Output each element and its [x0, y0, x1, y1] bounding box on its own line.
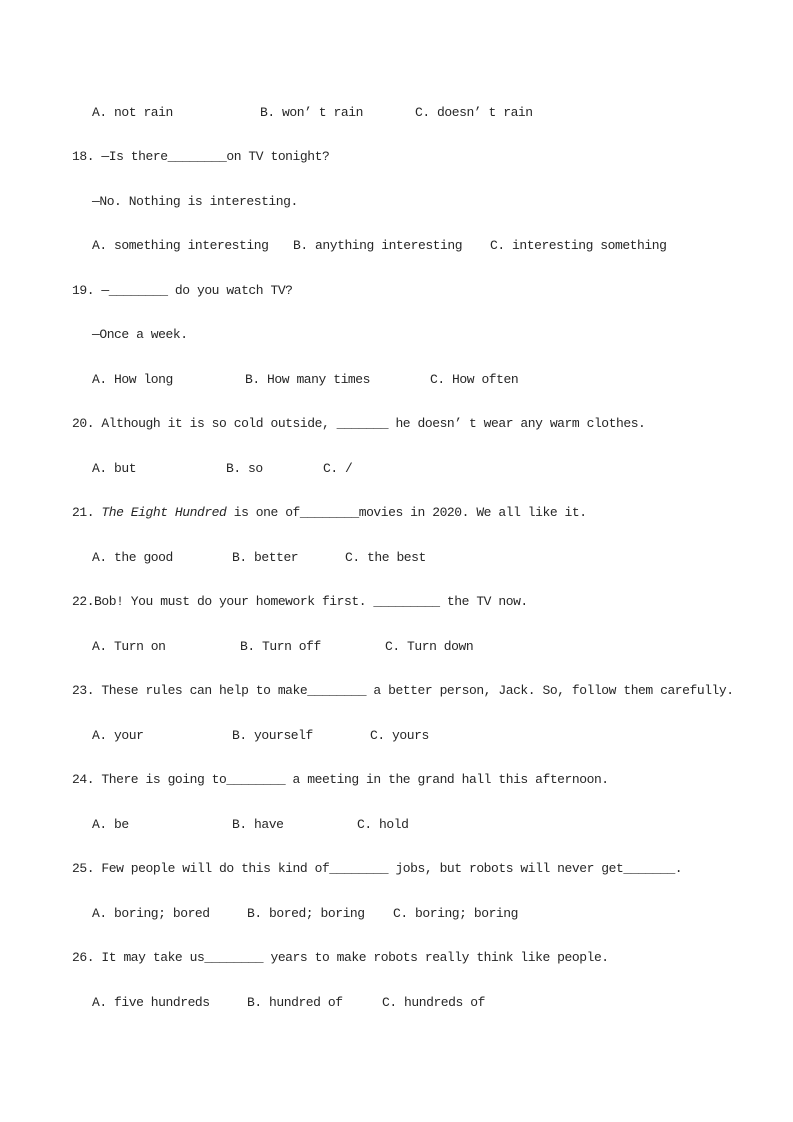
answer-option: A. boring; bored	[92, 905, 210, 921]
answer-option: A. your	[92, 727, 144, 743]
q23-options	[72, 713, 773, 758]
answer-option: A. be	[92, 816, 129, 832]
answer-option: A. something interesting	[92, 238, 269, 254]
answer-option: A. but	[92, 460, 137, 476]
text-segment: 24. There is going to________ a meeting in the grand hall this afternoon.	[72, 772, 609, 788]
q21-question	[72, 491, 773, 536]
q18-options	[72, 224, 773, 269]
answer-option: C. yours	[370, 727, 429, 743]
answer-option: B. anything interesting	[293, 238, 463, 254]
q18-reply	[72, 179, 773, 224]
q17-options	[72, 90, 773, 135]
text-segment: 22.Bob! You must do your homework first. _________ the TV now.	[72, 594, 528, 610]
q18-question	[72, 135, 773, 180]
q21-options	[72, 535, 773, 580]
text-segment: —No. Nothing is interesting.	[92, 193, 298, 209]
answer-option: C. How often	[430, 371, 519, 387]
text-segment: 21.	[72, 505, 102, 521]
q24-options	[72, 802, 773, 847]
q19-reply	[72, 313, 773, 358]
q19-question	[72, 268, 773, 313]
answer-option: C. interesting something	[490, 238, 667, 254]
answer-option: A. not rain	[92, 104, 173, 120]
q25-question	[72, 847, 773, 892]
answer-option: C. doesn’ t rain	[415, 104, 533, 120]
answer-option: B. have	[232, 816, 284, 832]
text-segment: 23. These rules can help to make________ a better person, Jack. So, follow them carefully.	[72, 683, 734, 699]
q26-question	[72, 936, 773, 981]
answer-option: C. /	[323, 460, 353, 476]
answer-option: B. better	[232, 549, 299, 565]
answer-option: B. How many times	[245, 371, 370, 387]
q22-options	[72, 624, 773, 669]
answer-option: A. five hundreds	[92, 994, 210, 1010]
answer-option: A. How long	[92, 371, 173, 387]
text-segment: is one of________movies in 2020. We all like it.	[226, 505, 587, 521]
answer-option: C. boring; boring	[393, 905, 518, 921]
q23-question	[72, 669, 773, 714]
answer-option: B. Turn off	[240, 638, 321, 654]
answer-option: B. so	[226, 460, 263, 476]
q24-question	[72, 758, 773, 803]
q22-question	[72, 580, 773, 625]
answer-option: B. yourself	[232, 727, 313, 743]
movie-title-italic: The Eight Hundred	[101, 505, 227, 521]
answer-option: B. bored; boring	[247, 905, 365, 921]
text-segment: 25. Few people will do this kind of________ jobs, but robots will never get_______.	[72, 861, 683, 877]
q20-question	[72, 402, 773, 447]
answer-option: C. hundreds of	[382, 994, 485, 1010]
text-segment: 26. It may take us________ years to make robots really think like people.	[72, 950, 609, 966]
answer-option: A. the good	[92, 549, 173, 565]
answer-option: A. Turn on	[92, 638, 166, 654]
text-segment: 19. —________ do you watch TV?	[72, 282, 293, 298]
text-segment: —Once a week.	[92, 327, 188, 343]
answer-option: C. the best	[345, 549, 426, 565]
answer-option: C. hold	[357, 816, 409, 832]
q20-options	[72, 446, 773, 491]
answer-option: B. hundred of	[247, 994, 343, 1010]
q26-options	[72, 980, 773, 1025]
answer-option: C. Turn down	[385, 638, 474, 654]
exam-questions	[72, 90, 773, 1025]
answer-option: B. won’ t rain	[260, 104, 363, 120]
q25-options	[72, 891, 773, 936]
text-segment: 18. —Is there________on TV tonight?	[72, 149, 330, 165]
q19-options	[72, 357, 773, 402]
text-segment: 20. Although it is so cold outside, _______ he doesn’ t wear any warm clothes.	[72, 416, 646, 432]
